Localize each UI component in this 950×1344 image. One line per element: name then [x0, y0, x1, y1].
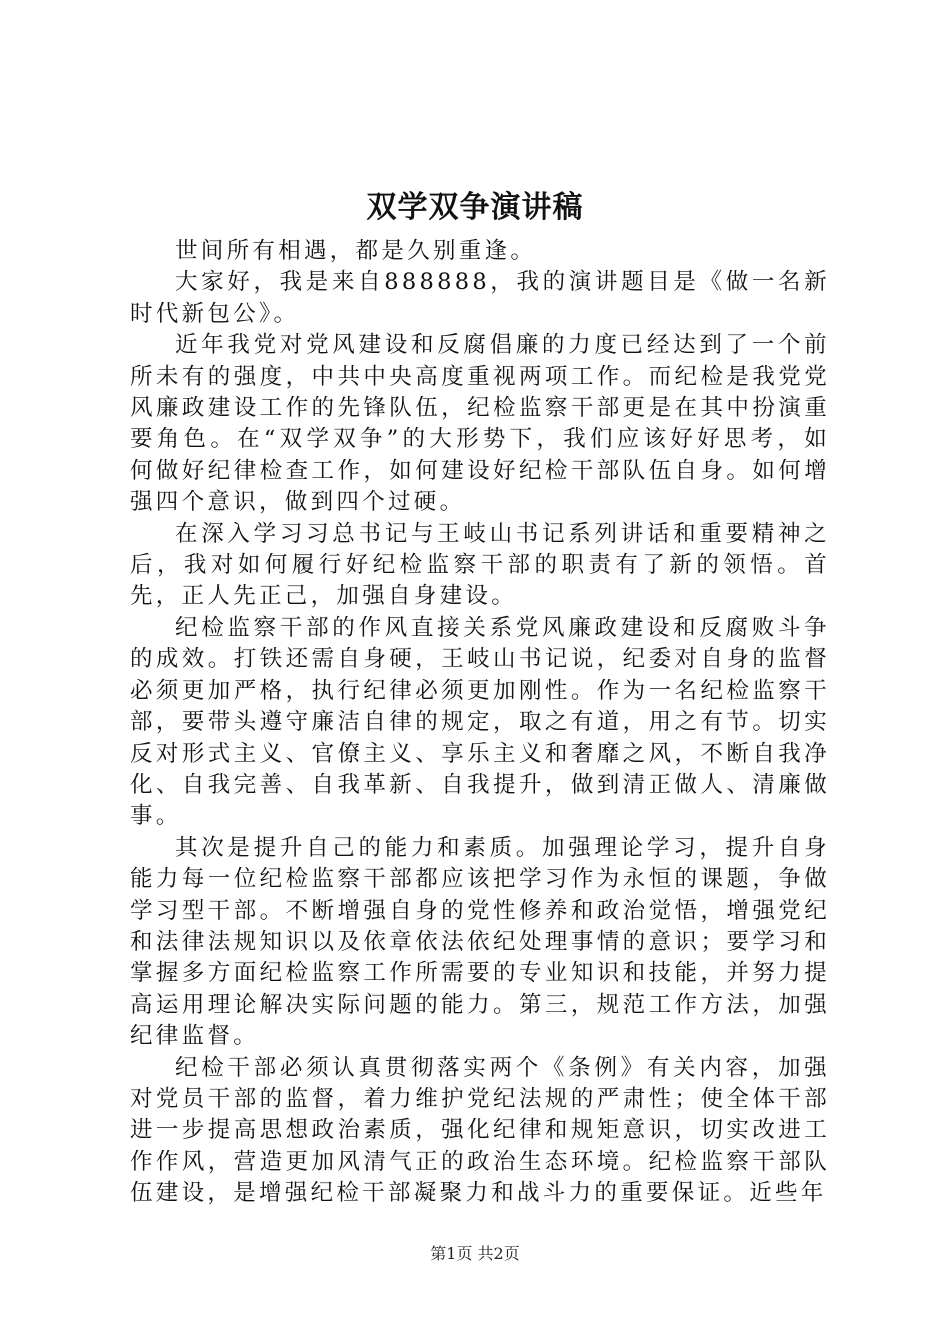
paragraph-1: 世间所有相遇，都是久别重逢。	[175, 238, 537, 264]
paragraph-5: 纪检监察干部的作风直接关系党风廉政建设和反腐败斗争的成效。打铁还需自身硬，王岐山书记说，纪委对自身的监督必须更加严格，执行纪律必须更加刚性。作为一名纪检监察干部，要带头遵守廉洁自律的规定，取之有道，用之有节。切实反对形式主义、官僚主义、享乐主义和奢靡之风，不断自我净化、自我完善、自我革新、自我提升，做到清正做人、清廉做事。	[130, 614, 830, 830]
paragraph-6: 其次是提升自己的能力和素质。加强理论学习，提升自身能力每一位纪检监察干部都应该把学习作为永恒的课题，争做学习型干部。不断增强自身的党性修养和政治觉悟，增强党纪和法律法规知识以及依章依法依纪处理事情的意识；要学习和掌握多方面纪检监察工作所需要的专业知识和技能，并努力提高运用理论解决实际问题的能力。第三，规范工作方法，加强纪律监督。	[130, 834, 830, 1050]
paragraph-3: 近年我党对党风建设和反腐倡廉的力度已经达到了一个前所未有的强度，中共中央高度重视两项工作。而纪检是我党党风廉政建设工作的先锋队伍，纪检监察干部更是在其中扮演重要角色。在“双学双争”的大形势下，我们应该好好思考，如何做好纪律检查工作，如何建设好纪检干部队伍自身。如何增强四个意识，做到四个过硬。	[130, 332, 830, 516]
document-body	[130, 236, 830, 1210]
paragraph-4: 在深入学习习总书记与王岐山书记系列讲话和重要精神之后，我对如何履行好纪检监察干部的职责有了新的领悟。首先，正人先正己，加强自身建设。	[130, 520, 830, 610]
document-title: 双学双争演讲稿	[366, 190, 584, 225]
page-number-footer: 第1页 共2页	[430, 1244, 520, 1263]
paragraph-7: 纪检干部必须认真贯彻落实两个《条例》有关内容，加强对党员干部的监督，着力维护党纪法规的严肃性；使全体干部进一步提高思想政治素质，强化纪律和规矩意识，切实改进工作作风，营造更加风清气正的政治生态环境。纪检监察干部队伍建设，是增强纪检干部凝聚力和战斗力的重要保证。近些年	[130, 1054, 830, 1207]
paragraph-2: 大家好，我是来自888888，我的演讲题目是《做一名新时代新包公》。	[130, 269, 830, 327]
